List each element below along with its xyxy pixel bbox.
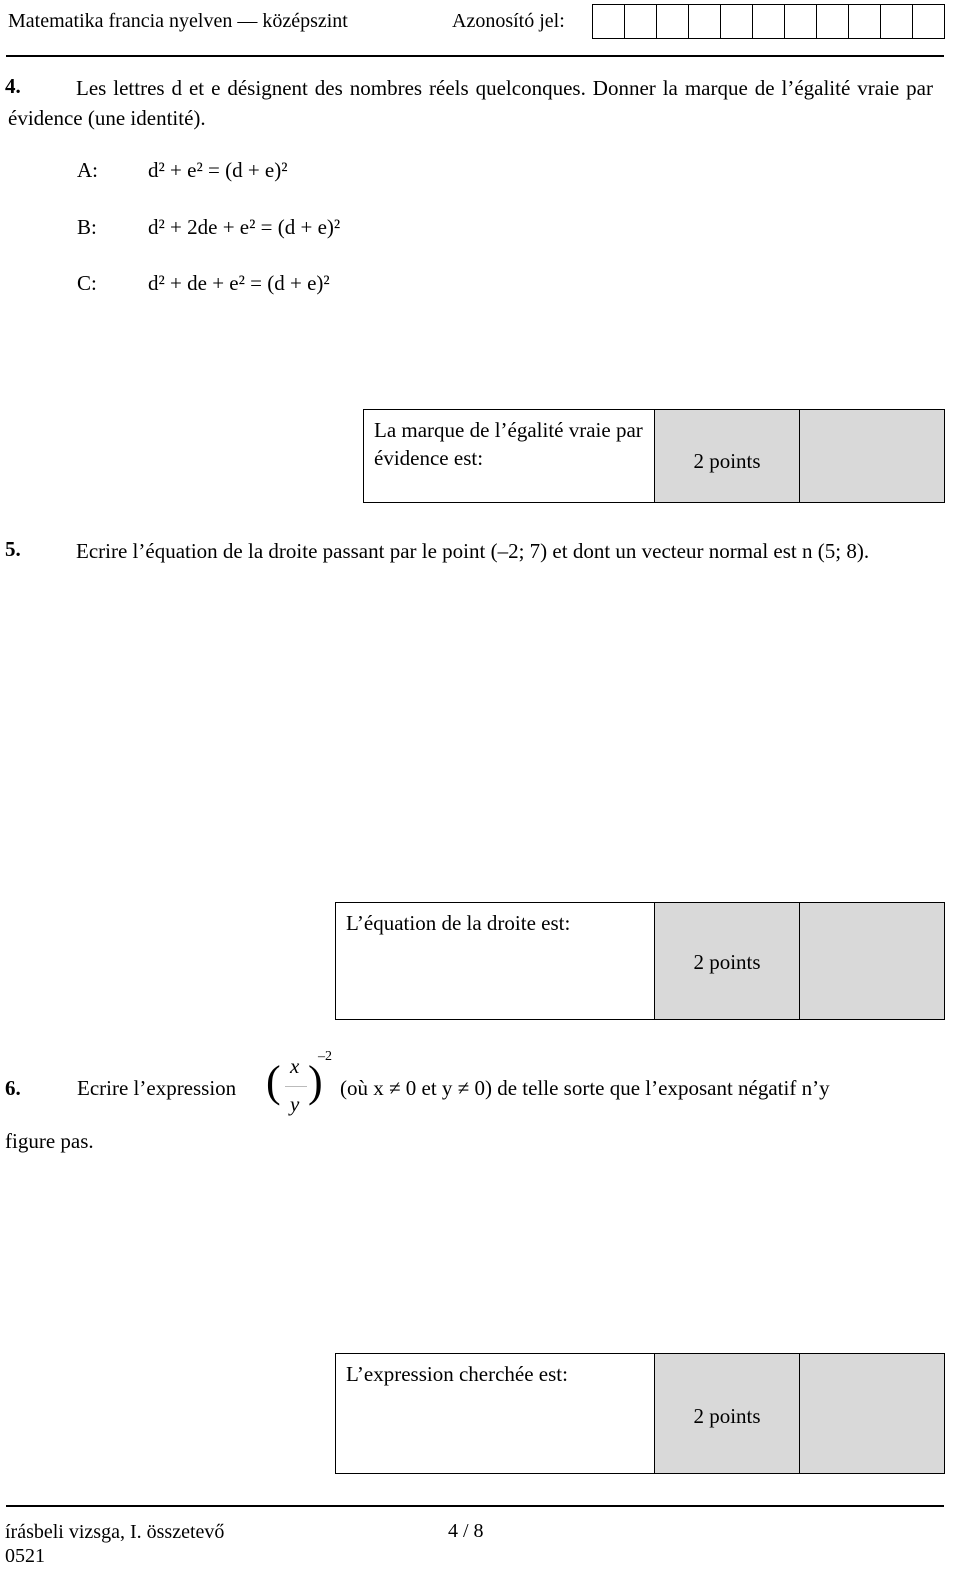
- q4-option-b-formula: d² + 2de + e² = (d + e)²: [148, 215, 341, 239]
- q5-answer-label[interactable]: L’équation de la droite est:: [346, 911, 571, 935]
- q6-score-cell: [799, 1354, 944, 1473]
- footer-rule: [6, 1505, 944, 1507]
- q5-text: Ecrire l’équation de la droite passant par le point (–2; 7) et dont un vecteur normal est n (5; 8).: [76, 539, 870, 563]
- q6-text-cont: figure pas.: [5, 1129, 94, 1153]
- q4-option-b-label: B:: [77, 215, 97, 239]
- q6-points: 2 points: [654, 1354, 799, 1473]
- q6-exponent: –2: [318, 1049, 332, 1064]
- q4-text: Les lettres d et e désignent des nombres réels quelconques. Donner la marque de l’égalité vraie par évidence (une identité).: [8, 76, 933, 130]
- header-rule: [6, 55, 944, 57]
- id-box[interactable]: [817, 5, 849, 38]
- right-paren: ): [308, 1057, 323, 1106]
- id-box[interactable]: [785, 5, 817, 38]
- id-box[interactable]: [849, 5, 881, 38]
- footer-page-number: 4 / 8: [448, 1520, 484, 1542]
- q6-fraction: [266, 1054, 326, 1126]
- id-box[interactable]: [689, 5, 721, 38]
- q4-number: 4.: [5, 74, 21, 98]
- fraction-numerator: x: [290, 1054, 300, 1078]
- fraction-bar: [285, 1086, 307, 1087]
- footer-exam: írásbeli vizsga, I. összetevő: [5, 1521, 225, 1543]
- q5-number: 5.: [5, 537, 21, 561]
- q6-number: 6.: [5, 1076, 21, 1100]
- header-title: Matematika francia nyelven — középszint: [8, 10, 348, 32]
- q4-option-a-formula: d² + e² = (d + e)²: [148, 158, 288, 182]
- q6-text-after: (où x ≠ 0 et y ≠ 0) de telle sorte que l’exposant négatif n’y: [340, 1076, 830, 1100]
- id-box[interactable]: [625, 5, 657, 38]
- q4-option-a-label: A:: [77, 158, 98, 182]
- footer-code: 0521: [5, 1545, 45, 1567]
- q4-option-c-label: C:: [77, 271, 97, 295]
- id-box[interactable]: [657, 5, 689, 38]
- id-box[interactable]: [913, 5, 944, 38]
- q5-points: 2 points: [654, 903, 799, 1019]
- fraction-denominator: y: [290, 1092, 300, 1116]
- q4-score-cell: [799, 410, 944, 502]
- left-paren: (: [266, 1057, 281, 1106]
- q6-answer-label[interactable]: L’expression cherchée est:: [346, 1362, 568, 1386]
- q4-points: 2 points: [654, 410, 799, 502]
- q6-text-before: Ecrire l’expression: [77, 1076, 237, 1100]
- id-label: Azonosító jel:: [452, 10, 565, 32]
- q5-answer-box: [335, 902, 945, 1020]
- id-boxes: [592, 4, 945, 39]
- id-box[interactable]: [721, 5, 753, 38]
- id-box[interactable]: [881, 5, 913, 38]
- q4-answer-box: [363, 409, 945, 503]
- q4-answer-label[interactable]: La marque de l’égalité vraie par évidence est:: [374, 418, 643, 470]
- id-box[interactable]: [593, 5, 625, 38]
- footer-left: [5, 1520, 224, 1568]
- id-box[interactable]: [753, 5, 785, 38]
- q5-score-cell: [799, 903, 944, 1019]
- q4-option-c-formula: d² + de + e² = (d + e)²: [148, 271, 330, 295]
- q6-answer-box: [335, 1353, 945, 1474]
